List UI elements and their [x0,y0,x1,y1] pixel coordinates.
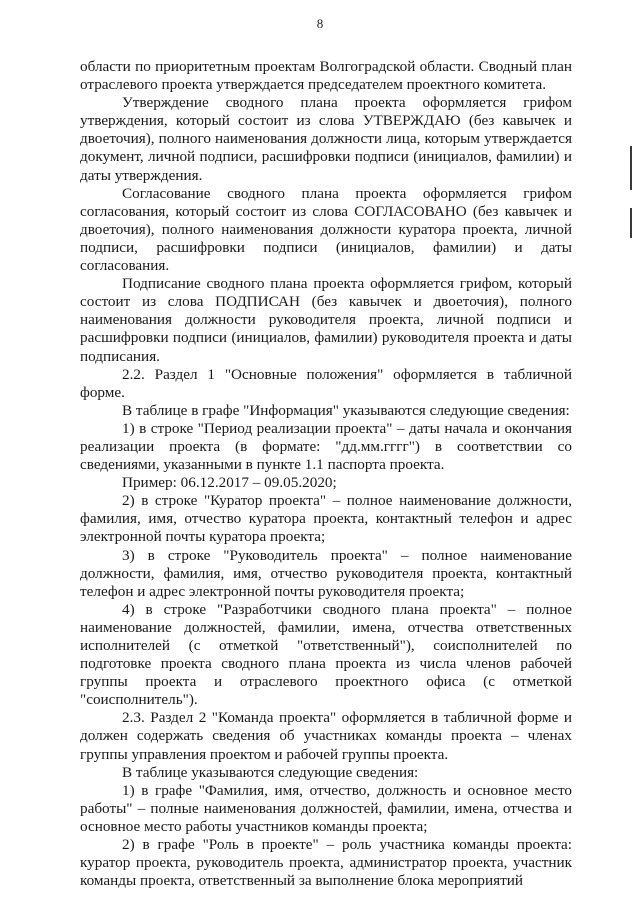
list-item-period: 1) в строке "Период реализации проекта" – даты начала и окончания реализации проекта (в формате: "дд.мм.гггг") в соответствии со сведениями, указанными в пункте 1.1 паспорта проекта. [80,419,572,474]
margin-mark-top [630,146,632,190]
document-body [80,58,572,890]
list-item-full-name-column: 1) в графе "Фамилия, имя, отчество, должность и основное место работы" – полные наименования должностей, фамилии, имена, отчества и основное место работы участников команды проекта; [80,781,572,835]
paragraph-continuation: области по приоритетным проектам Волгоградской области. Сводный план отраслевого проекта утверждается председателем проектного комитета. [80,58,572,94]
list-item-role-column: 2) в графе "Роль в проекте" – роль участника команды проекта: куратор проекта, руководитель проекта, администратор проекта, участник команды проекта, ответственный за выполнение блока мероприятий [80,836,572,890]
margin-mark-bottom [630,208,632,238]
paragraph-agreement-stamp: Согласование сводного плана проекта оформляется грифом согласования, который состоит из слова СОГЛАСОВАНО (без кавычек и двоеточия), полного наименования должности куратора проекта, личной подписи, расшифровки подписи (инициалов, фамилии) и даты согласования. [80,184,572,275]
paragraph-signing-stamp: Подписание сводного плана проекта оформляется грифом, который состоит из слова ПОДПИСАН (без кавычек и двоеточия), полного наименования должности руководителя проекта, личной подписи и расшифровки подписи (инициалов, фамилии) руководителя проекта и даты подписания. [80,275,572,365]
paragraph-info-column: В таблице в графе "Информация" указываются следующие сведения: [122,401,570,419]
paragraph-section-2-2: 2.2. Раздел 1 "Основные положения" оформляется в табличной форме. [80,365,572,401]
paragraph-example: Пример: 06.12.2017 – 09.05.2020; [122,474,337,492]
page-number: 8 [316,16,324,31]
list-item-curator: 2) в строке "Куратор проекта" – полное наименование должности, фамилия, имя, отчество куратора проекта, контактный телефон и адрес электронной почты куратора проекта; [80,492,572,546]
list-item-manager: 3) в строке "Руководитель проекта" – полное наименование должности, фамилия, имя, отчество руководителя проекта, контактный телефон и адрес электронной почты руководителя проекта; [80,546,572,600]
list-item-developers: 4) в строке "Разработчики сводного плана проекта" – полное наименование должностей, фамилии, имена, отчества ответственных исполнителей (с отметкой "ответственный"), соисполнителей по подготовке проекта сводного плана проекта из числа членов рабочей группы проекта и отраслевого проектного офиса (с отметкой "соисполнитель"). [80,600,572,709]
paragraph-approval-stamp: Утверждение сводного плана проекта оформляется грифом утверждения, который состоит из слова УТВЕРЖДАЮ (без кавычек и двоеточия), полного наименования должности лица, которым утверждается документ, личной подписи, расшифровки подписи (инициалов, фамилии) и даты утверждения. [80,94,572,184]
paragraph-table-info: В таблице указываются следующие сведения: [122,763,419,781]
paragraph-section-2-3: 2.3. Раздел 2 "Команда проекта" оформляется в табличной форме и должен содержать сведения об участниках команды проекта – членах группы управления проектом и рабочей группы проекта. [80,709,572,763]
